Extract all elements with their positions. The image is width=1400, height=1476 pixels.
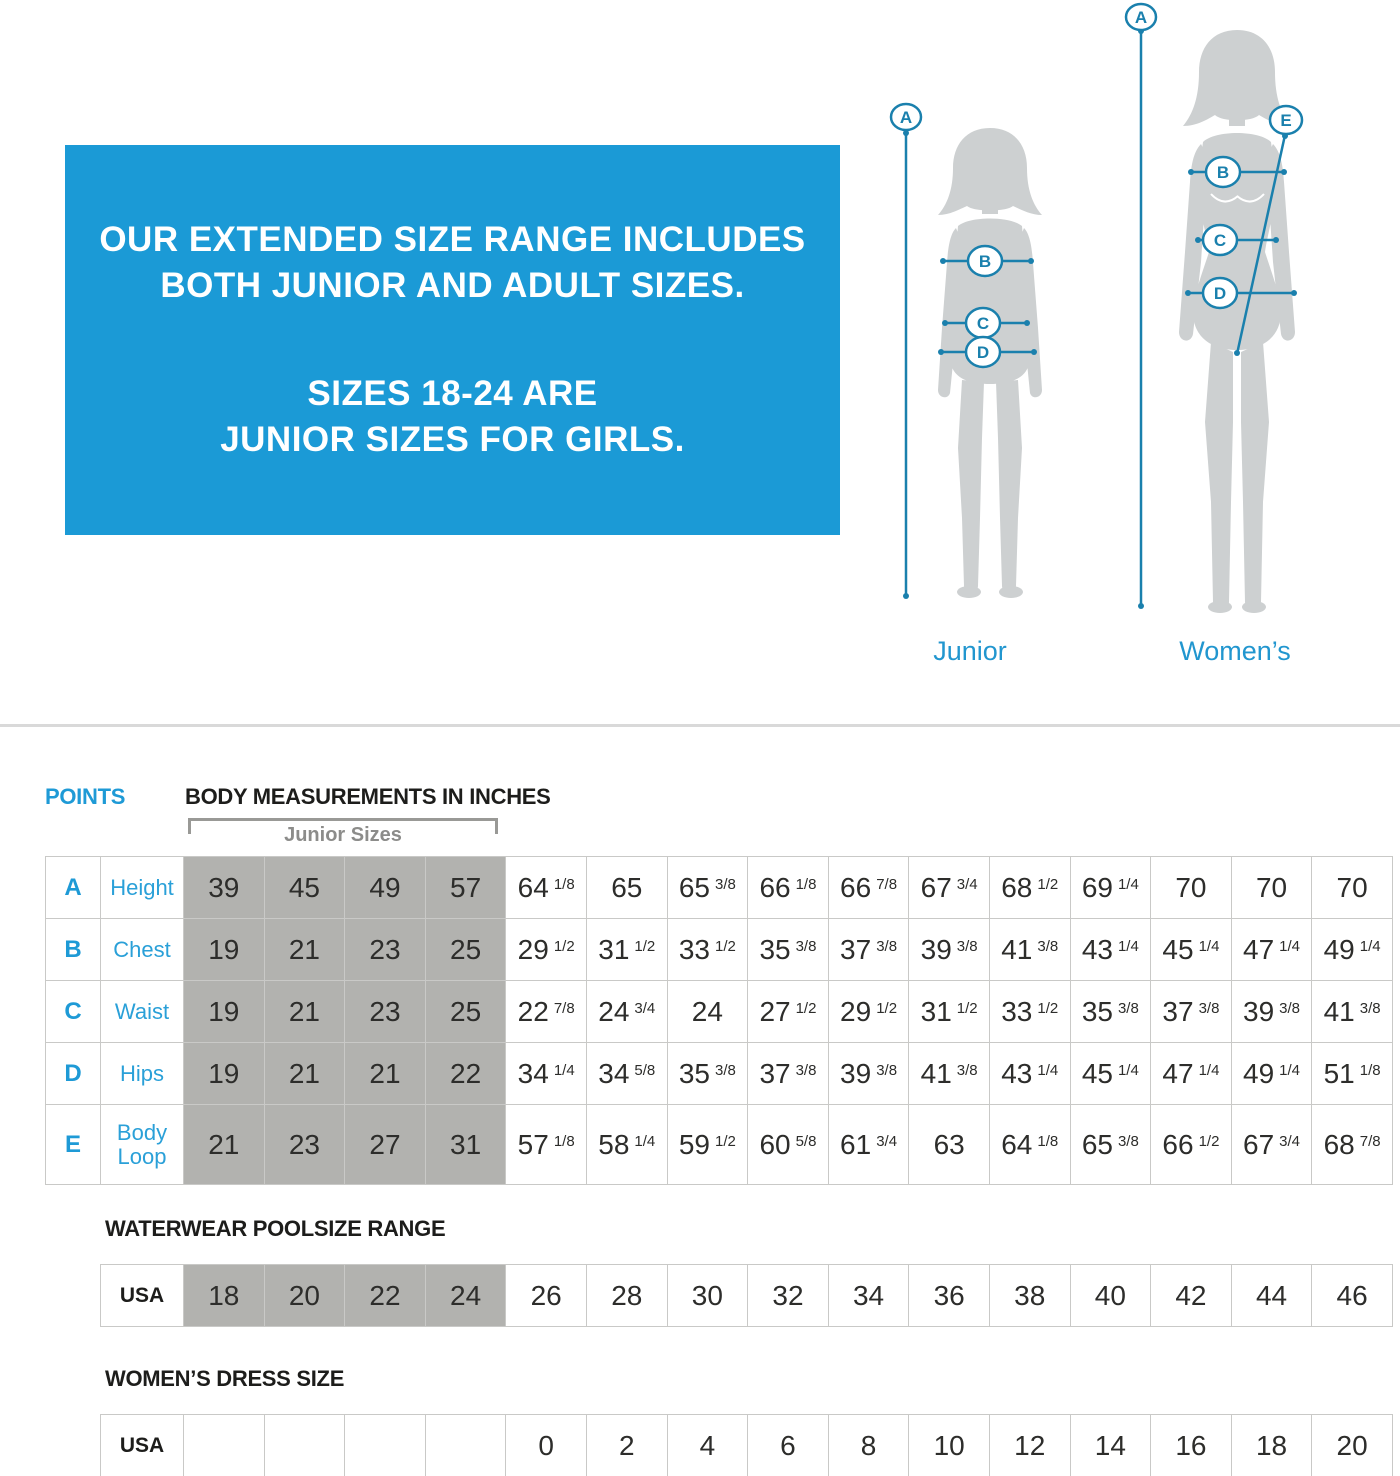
womens-size-cell: 34 5/8 [586,1043,667,1105]
junior-size-cell: 21 [345,1043,426,1105]
dress-size-table [100,1414,1393,1476]
womens-point-marker-B [1206,157,1240,187]
measurement-row [46,857,1393,919]
junior-point-marker-C [966,308,1000,338]
womens-size-cell: 29 1/2 [506,919,587,981]
womens-size-cell: 47 1/4 [1151,1043,1232,1105]
usa-label-cell: USA [101,1415,184,1476]
svg-text:A: A [1134,8,1148,27]
womens-size-cell: 30 [667,1265,748,1327]
womens-size-cell: 10 [909,1415,990,1476]
point-name-cell: Body Loop [101,1105,184,1185]
junior-size-cell: 57 [425,857,506,919]
banner-line: BOTH JUNIOR AND ADULT SIZES. [160,266,745,305]
point-letter-cell: C [46,981,101,1043]
womens-size-cell: 0 [506,1415,587,1476]
body-measurements-heading: BODY MEASUREMENTS IN INCHES [185,784,551,809]
womens-size-cell: 42 [1151,1265,1232,1327]
womens-size-cell: 33 1/2 [667,919,748,981]
womens-size-cell: 26 [506,1265,587,1327]
body-measurements-table [45,856,1393,1185]
junior-size-cell: 49 [345,857,426,919]
junior-size-cell [345,1415,426,1476]
womens-size-cell: 18 [1231,1415,1312,1476]
banner-line: OUR EXTENDED SIZE RANGE INCLUDES [99,220,806,259]
womens-size-cell: 38 [989,1265,1070,1327]
banner-line: JUNIOR SIZES FOR GIRLS. [220,420,685,459]
womens-size-cell: 24 [667,981,748,1043]
womens-size-cell: 16 [1151,1415,1232,1476]
banner-paragraph [65,217,840,309]
junior-size-cell: 22 [345,1265,426,1327]
womens-size-cell: 68 1/2 [989,857,1070,919]
womens-size-cell: 12 [989,1415,1070,1476]
junior-sizes-label: Junior Sizes [284,824,402,846]
junior-size-cell: 21 [264,919,345,981]
junior-sizes-bracket [188,818,498,853]
junior-figure-diagram [870,98,1070,643]
womens-size-cell: 67 3/4 [1231,1105,1312,1185]
womens-size-cell: 49 1/4 [1312,919,1393,981]
womens-size-cell: 33 1/2 [989,981,1070,1043]
point-name-cell: Height [101,857,184,919]
womens-size-cell: 41 3/8 [989,919,1070,981]
womens-size-cell: 41 3/8 [909,1043,990,1105]
womens-size-cell: 59 1/2 [667,1105,748,1185]
junior-size-cell: 23 [345,981,426,1043]
measurement-row [46,1043,1393,1105]
womens-size-cell: 37 3/8 [748,1043,829,1105]
usa-label-cell: USA [101,1265,184,1327]
measurement-row [46,919,1393,981]
junior-point-marker-D [966,337,1000,367]
womens-size-cell: 61 3/4 [828,1105,909,1185]
womens-size-cell: 64 1/8 [506,857,587,919]
womens-size-cell: 35 3/8 [748,919,829,981]
junior-size-cell: 45 [264,857,345,919]
junior-size-cell: 25 [425,919,506,981]
point-letter-cell: D [46,1043,101,1105]
womens-size-cell: 70 [1312,857,1393,919]
point-name-cell: Waist [101,981,184,1043]
junior-size-cell: 18 [184,1265,265,1327]
womens-point-marker-C [1203,225,1237,255]
womens-size-cell: 35 3/8 [667,1043,748,1105]
junior-size-cell: 19 [184,919,265,981]
measurement-row [46,1105,1393,1185]
womens-size-cell: 65 [586,857,667,919]
womens-size-cell: 70 [1231,857,1312,919]
womens-size-cell: 69 1/4 [1070,857,1151,919]
womens-size-cell: 64 1/8 [989,1105,1070,1185]
point-letter-cell: E [46,1105,101,1185]
womens-size-cell: 66 1/8 [748,857,829,919]
junior-size-cell: 24 [425,1265,506,1327]
womens-size-cell: 24 3/4 [586,981,667,1043]
womens-size-cell: 65 3/8 [1070,1105,1151,1185]
womens-size-cell: 39 3/8 [909,919,990,981]
womens-size-cell: 41 3/8 [1312,981,1393,1043]
junior-size-cell: 21 [184,1105,265,1185]
svg-text:D: D [976,343,990,362]
womens-size-cell: 63 [909,1105,990,1185]
junior-size-cell: 20 [264,1265,345,1327]
womens-size-cell: 66 7/8 [828,857,909,919]
junior-size-cell: 22 [425,1043,506,1105]
womens-size-cell: 46 [1312,1265,1393,1327]
svg-text:B: B [1216,163,1230,182]
womens-figure-diagram [1115,2,1345,642]
junior-size-cell [184,1415,265,1476]
svg-text:C: C [1213,231,1227,250]
womens-size-cell: 35 3/8 [1070,981,1151,1043]
svg-text:C: C [976,314,990,333]
womens-size-cell: 40 [1070,1265,1151,1327]
junior-size-cell: 27 [345,1105,426,1185]
junior-size-cell [264,1415,345,1476]
point-name-cell: Chest [101,919,184,981]
womens-size-cell: 47 1/4 [1231,919,1312,981]
womens-point-marker-A [1126,4,1156,30]
size-row [101,1415,1393,1476]
womens-size-cell: 37 3/8 [1151,981,1232,1043]
poolsize-table [100,1264,1393,1327]
womens-size-cell: 57 1/8 [506,1105,587,1185]
womens-size-cell: 45 1/4 [1070,1043,1151,1105]
junior-size-cell: 21 [264,981,345,1043]
womens-size-cell: 29 1/2 [828,981,909,1043]
womens-size-cell: 31 1/2 [586,919,667,981]
womens-size-cell: 67 3/4 [909,857,990,919]
junior-point-marker-A [891,104,921,130]
womens-size-cell: 68 7/8 [1312,1105,1393,1185]
info-banner-text [65,217,840,463]
womens-size-cell: 51 1/8 [1312,1043,1393,1105]
womens-size-cell: 70 [1151,857,1232,919]
womens-size-cell: 20 [1312,1415,1393,1476]
junior-size-cell: 23 [345,919,426,981]
womens-size-cell: 31 1/2 [909,981,990,1043]
junior-size-cell: 39 [184,857,265,919]
dress-size-heading: WOMEN’S DRESS SIZE [105,1366,345,1391]
banner-line: SIZES 18-24 ARE [307,374,598,413]
junior-size-cell: 19 [184,981,265,1043]
womens-point-marker-D [1203,278,1237,308]
junior-size-cell: 23 [264,1105,345,1185]
womens-size-cell: 2 [586,1415,667,1476]
womens-size-cell: 45 1/4 [1151,919,1232,981]
womens-size-cell: 39 3/8 [828,1043,909,1105]
womens-size-cell: 66 1/2 [1151,1105,1232,1185]
junior-size-cell: 25 [425,981,506,1043]
point-name-cell: Hips [101,1043,184,1105]
womens-size-cell: 34 [828,1265,909,1327]
point-letter-cell: B [46,919,101,981]
points-heading: POINTS [45,784,126,809]
womens-size-cell: 32 [748,1265,829,1327]
junior-size-cell: 31 [425,1105,506,1185]
womens-size-cell: 44 [1231,1265,1312,1327]
measurement-row [46,981,1393,1043]
womens-size-cell: 37 3/8 [828,919,909,981]
junior-point-marker-B [968,246,1002,276]
size-row [101,1265,1393,1327]
womens-size-cell: 60 5/8 [748,1105,829,1185]
section-divider [0,724,1400,727]
svg-text:B: B [978,252,992,271]
womens-size-cell: 43 1/4 [989,1043,1070,1105]
info-banner [65,145,840,535]
womens-point-marker-E [1270,106,1302,134]
womens-size-cell: 22 7/8 [506,981,587,1043]
junior-size-cell: 21 [264,1043,345,1105]
svg-text:D: D [1213,284,1227,303]
svg-text:E: E [1280,111,1292,130]
womens-size-cell: 4 [667,1415,748,1476]
womens-size-cell: 8 [828,1415,909,1476]
womens-size-cell: 27 1/2 [748,981,829,1043]
womens-size-cell: 39 3/8 [1231,981,1312,1043]
banner-paragraph [65,371,840,463]
womens-size-cell: 65 3/8 [667,857,748,919]
womens-size-cell: 36 [909,1265,990,1327]
junior-figure-label: Junior [933,636,1007,666]
poolsize-heading: WATERWEAR POOLSIZE RANGE [105,1216,446,1241]
point-letter-cell: A [46,857,101,919]
womens-size-cell: 49 1/4 [1231,1043,1312,1105]
womens-size-cell: 34 1/4 [506,1043,587,1105]
svg-text:A: A [899,108,913,127]
womens-size-cell: 6 [748,1415,829,1476]
womens-figure-label: Women’s [1179,636,1291,666]
womens-size-cell: 43 1/4 [1070,919,1151,981]
womens-size-cell: 58 1/4 [586,1105,667,1185]
junior-size-cell [425,1415,506,1476]
junior-size-cell: 19 [184,1043,265,1105]
womens-size-cell: 14 [1070,1415,1151,1476]
womens-size-cell: 28 [586,1265,667,1327]
